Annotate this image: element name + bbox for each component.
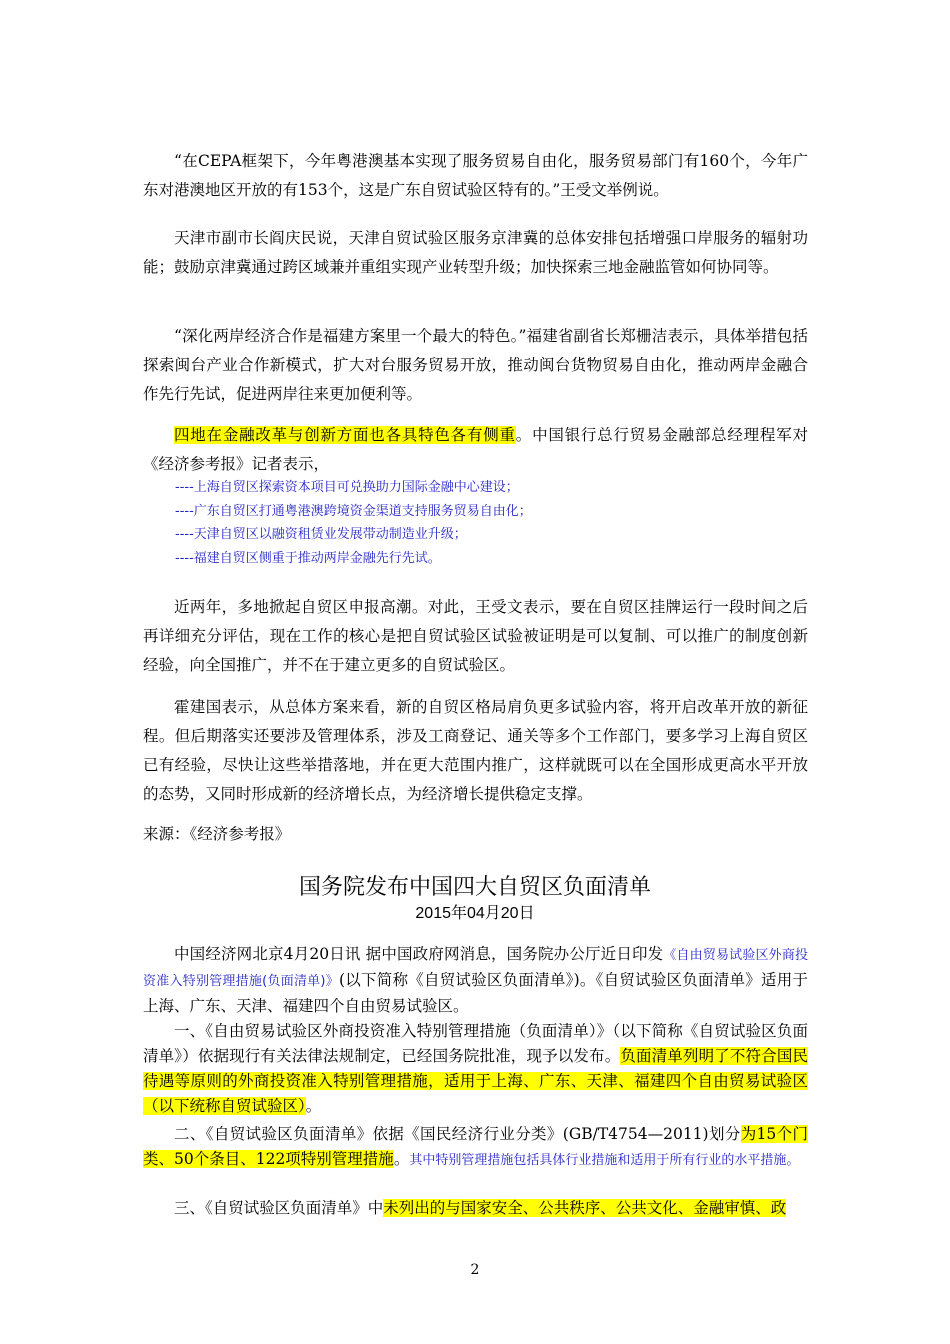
page-number: 2: [470, 1262, 480, 1278]
paragraph-tianjin: [143, 224, 808, 282]
article-paragraph-1: [143, 942, 808, 1019]
paragraph-text: 中国经济网北京4月20日讯 据中国政府网消息，国务院办公厅近日印发: [174, 945, 664, 963]
source-line: [143, 820, 808, 849]
highlighted-text: 为15个门类、50个条目、122项特别管理措施: [143, 1125, 808, 1168]
article-paragraph-4: [143, 1196, 808, 1221]
paragraph-text: 。: [393, 1150, 410, 1168]
highlighted-text: 未列出的与国家安全、公共秩序、公共文化、金融审慎、政: [383, 1199, 787, 1217]
paragraph-text: 一、《自由贸易试验区外商投资准入特别管理措施（负面清单）》（以下简称《自贸试验区负面清单》）依据现行有关法律法规制定，已经国务院批准，现予以发布。: [143, 1022, 808, 1065]
zone-list: [175, 476, 775, 570]
paragraph-text: (以下简称《自贸试验区负面清单》)。《自贸试验区负面清单》适用于上海、广东、天津、福建四个自由贸易试验区。: [143, 971, 808, 1015]
paragraph-text: 。: [305, 1097, 322, 1115]
article-paragraph-3: [143, 1122, 808, 1173]
paragraph-text: 近两年，多地掀起自贸区申报高潮。对此，王受文表示，要在自贸区挂牌运行一段时间之后再详细充分评估，现在工作的核心是把自贸试验区试验被证明是可以复制、可以推广的制度创新经验，向全国推广，并不在于建立更多的自贸试验区。: [143, 598, 808, 674]
paragraph-huo: [143, 693, 808, 809]
paragraph-cepa: [143, 147, 808, 205]
paragraph-text: 霍建国表示，从总体方案来看，新的自贸区格局肩负更多试验内容，将开启改革开放的新征程。但后期落实还要涉及管理体系，涉及工商登记、通关等多个工作部门，要多学习上海自贸区已有经验，尽快让这些举措落地，并在更大范围内推广，这样就既可以在全国形成更高水平开放的态势，又同时形成新的经济增长点，为经济增长提供稳定支撑。: [143, 698, 808, 803]
blue-text: 其中特别管理措施包括具体行业措施和适用于所有行业的水平措施。: [409, 1153, 800, 1168]
source-text: 来源：《经济参考报》: [143, 825, 291, 843]
highlighted-text: 负面清单列明了不符合国民待遇等原则的外商投资准入特别管理措施，适用于上海、广东、天津、福建四个自由贸易试验区（以下统称自贸试验区）: [143, 1047, 808, 1115]
document-link[interactable]: 《自由贸易试验区外商投资准入特别管理措施(负面清单)》: [143, 948, 808, 989]
paragraph-text: 二、《自贸试验区负面清单》依据《国民经济行业分类》(GB/T4754—2011)划分: [174, 1125, 741, 1143]
paragraph-text: 三、《自贸试验区负面清单》中: [174, 1199, 384, 1217]
article-paragraph-2: [143, 1019, 808, 1119]
paragraph-text: 天津市副市长阎庆民说，天津自贸试验区服务京津冀的总体安排包括增强口岸服务的辐射功能；鼓励京津冀通过跨区域兼并重组实现产业转型升级；加快探索三地金融监管如何协同等。: [143, 229, 808, 276]
list-item: ----上海自贸区探索资本项目可兑换助力国际金融中心建设；: [175, 480, 519, 495]
paragraph-text: 。中国银行总行贸易金融部总经理程军对《经济参考报》记者表示，: [143, 426, 808, 473]
paragraph-text: “深化两岸经济合作是福建方案里一个最大的特色。”福建省副省长郑栅洁表示，具体举措包括探索闽台产业合作新模式，扩大对台服务贸易开放，推动闽台货物贸易自由化，推动两岸金融合作先行先试，促进两岸往来更加便利等。: [143, 327, 808, 403]
article-title: 国务院发布中国四大自贸区负面清单: [298, 875, 651, 900]
highlighted-text: 四地在金融改革与创新方面也各具特色各有侧重: [174, 426, 516, 444]
list-item: ----广东自贸区打通粤港澳跨境资金渠道支持服务贸易自由化；: [175, 503, 532, 519]
paragraph-finance: [143, 421, 808, 479]
list-item: ----天津自贸区以融资租赁业发展带动制造业升级；: [175, 527, 467, 542]
article-date: 2015年04月20日: [415, 905, 535, 922]
paragraph-fujian: [143, 322, 808, 409]
paragraph-text: “在CEPA框架下，今年粤港澳基本实现了服务贸易自由化，服务贸易部门有160个，今年广东对港澳地区开放的有153个，这是广东自贸试验区特有的。”王受文举例说。: [143, 152, 808, 199]
list-item: ----福建自贸区侧重于推动两岸金融先行先试。: [175, 550, 441, 566]
paragraph-application: [143, 593, 808, 680]
